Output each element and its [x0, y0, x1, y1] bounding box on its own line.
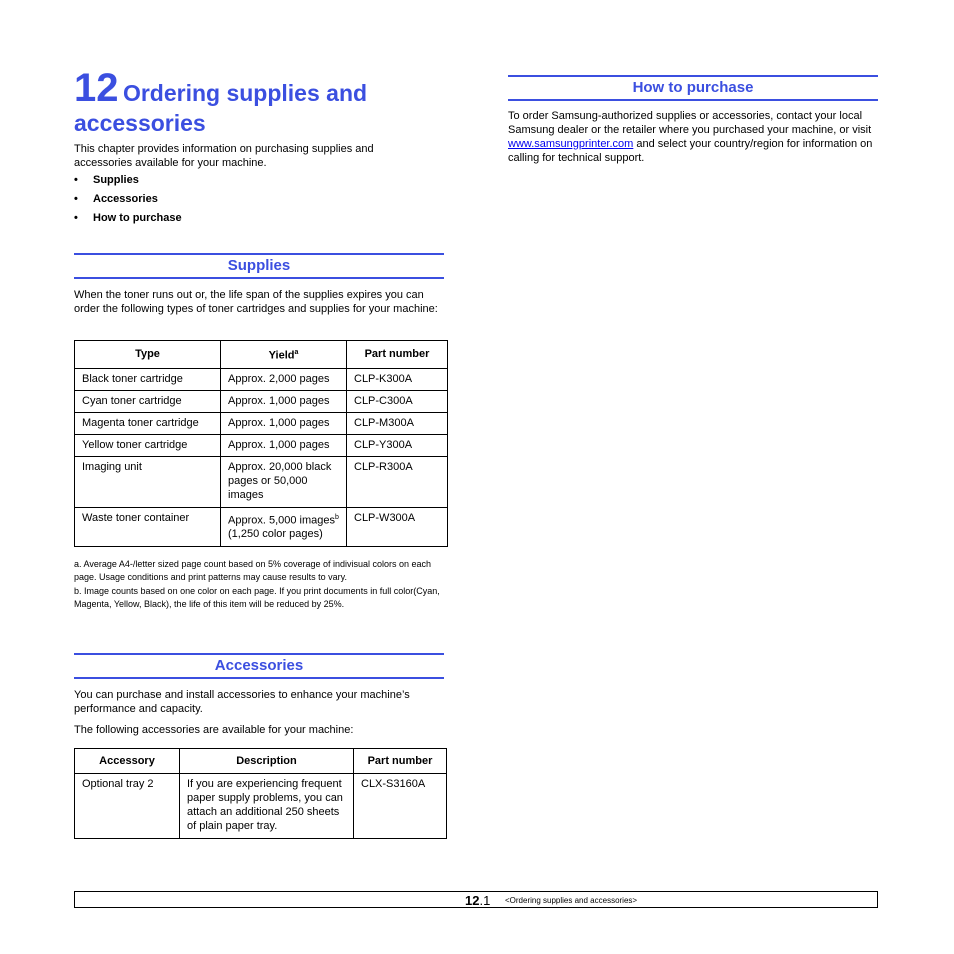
column-header: Description — [180, 749, 354, 774]
table-row — [75, 368, 448, 390]
table-cell: Black toner cartridge — [75, 368, 221, 390]
table-row — [75, 774, 447, 839]
table-cell: CLP-K300A — [347, 368, 448, 390]
column-header: Part number — [354, 749, 447, 774]
column-header: Type — [75, 341, 221, 369]
chapter-title — [74, 68, 454, 140]
accessories-paragraph: You can purchase and install accessories to enhance your machine’s performance and capacity. — [74, 689, 410, 715]
table-cell: Cyan toner cartridge — [75, 390, 221, 412]
list-item: • Accessories — [74, 193, 158, 205]
table-cell: CLP-C300A — [347, 390, 448, 412]
table-cell: Imaging unit — [75, 456, 221, 507]
table-cell: Approx. 2,000 pages — [221, 368, 347, 390]
table-cell: Optional tray 2 — [75, 774, 180, 839]
column-header: Yield$^a$ — [221, 341, 347, 369]
footnote-b: b. Image counts based on one color on each page. If you print documents in full color(Cyan, Magenta, Yellow, Black), the life of this item will be reduced by 25%. — [74, 586, 440, 609]
table-header-row — [75, 749, 447, 774]
supplies-table — [74, 340, 448, 547]
supplies-paragraph: When the toner runs out or, the life span of the supplies expires you can order the following types of toner cartridges and supplies for your machine: — [74, 289, 438, 315]
table-row — [75, 507, 448, 547]
chapter-title-text: Ordering supplies and accessories — [74, 80, 368, 136]
table-cell: Approx. 1,000 pages — [221, 412, 347, 434]
chapter-contents-list — [74, 173, 182, 230]
table-cell: Waste toner container — [75, 507, 221, 547]
samsung-website-link[interactable]: www.samsungprinter.com — [508, 138, 634, 150]
page-number: 12.1 — [465, 893, 491, 908]
table-cell: Approx. 20,000 black pages or 50,000 images — [221, 456, 347, 507]
table-row — [75, 456, 448, 507]
footnote-a: a. Average A4-/letter sized page count based on 5% coverage of indivisual colors on each page. Usage conditions and print patterns may cause results to vary. — [74, 559, 432, 582]
table-cell: CLP-R300A — [347, 456, 448, 507]
supplies-heading: Supplies — [74, 253, 444, 279]
accessories-list-intro: The following accessories are available for your machine: — [74, 724, 354, 736]
table-cell: Approx. 5,000 images$^b$ (1,250 color pages) — [221, 507, 347, 547]
table-cell: Magenta toner cartridge — [75, 412, 221, 434]
how-to-purchase-paragraph: To order Samsung-authorized supplies or accessories, contact your local Samsung dealer or the retailer where you purchased your machine, or visit www.samsungprinter.com and select your country/region for information on calling for technical support. — [508, 110, 873, 164]
table-header-row — [75, 341, 448, 369]
table-cell: CLP-Y300A — [347, 434, 448, 456]
how-to-purchase-heading: How to purchase — [508, 75, 878, 101]
table-cell: If you are experiencing frequent paper supply problems, you can attach an additional 250 sheets of plain paper tray. — [180, 774, 354, 839]
table-cell: Yellow toner cartridge — [75, 434, 221, 456]
table-cell: CLP-W300A — [347, 507, 448, 547]
chapter-number: 12 — [74, 66, 119, 110]
accessories-heading: Accessories — [74, 653, 444, 679]
table-cell: Approx. 1,000 pages — [221, 434, 347, 456]
list-item: • Supplies — [74, 174, 139, 186]
footer-title: <Ordering supplies and accessories> — [505, 896, 638, 905]
accessories-table — [74, 748, 447, 839]
page-footer — [74, 891, 878, 908]
table-row — [75, 390, 448, 412]
table-cell: Approx. 1,000 pages — [221, 390, 347, 412]
table-row — [75, 434, 448, 456]
column-header: Part number — [347, 341, 448, 369]
list-item: • How to purchase — [74, 212, 182, 224]
intro-paragraph: This chapter provides information on purchasing supplies and accessories available for your machine. — [74, 143, 374, 169]
table-cell: CLP-M300A — [347, 412, 448, 434]
table-row — [75, 412, 448, 434]
column-header: Accessory — [75, 749, 180, 774]
table-cell: CLX-S3160A — [354, 774, 447, 839]
